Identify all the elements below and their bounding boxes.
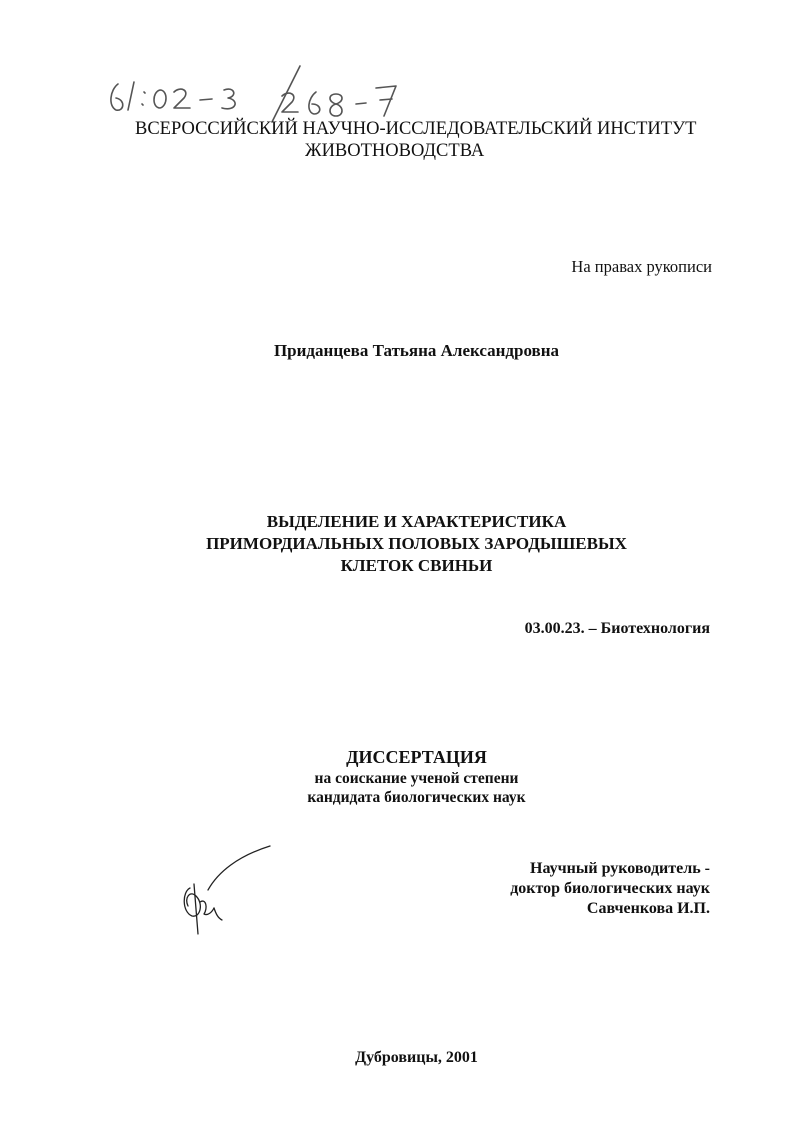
city-and-year: Дубровицы, 2001 xyxy=(355,1049,478,1066)
dissertation-block xyxy=(0,745,793,807)
author-name: Приданцева Татьяна Александровна xyxy=(273,341,560,360)
degree-name-line: кандидата биологических наук xyxy=(307,789,526,806)
supervisor-degree: доктор биологических наук xyxy=(510,880,710,897)
supervisor-role: Научный руководитель - xyxy=(530,860,710,877)
handwritten-signature xyxy=(178,842,288,942)
institution-name-line2: ЖИВОТНОВОДСТВА xyxy=(305,141,485,161)
title-line1: ВЫДЕЛЕНИЕ И ХАРАКТЕРИСТИКА xyxy=(266,512,567,531)
title-line3: КЛЕТОК СВИНЬИ xyxy=(340,556,493,575)
institution-name-line1: ВСЕРОССИЙСКИЙ НАУЧНО-ИССЛЕДОВАТЕЛЬСКИЙ ИНСТИТУТ xyxy=(135,119,697,139)
dissertation-heading: ДИССЕРТАЦИЯ xyxy=(346,747,487,767)
dissertation-title xyxy=(0,511,793,577)
manuscript-rights-note: На правах рукописи xyxy=(571,257,712,276)
specialty-code: 03.00.23. – Биотехнология xyxy=(524,620,710,637)
degree-purpose-line: на соискание ученой степени xyxy=(314,770,519,787)
supervisor-block xyxy=(510,859,710,919)
supervisor-name: Савченкова И.П. xyxy=(586,900,710,917)
title-line2: ПРИМОРДИАЛЬНЫХ ПОЛОВЫХ ЗАРОДЫШЕВЫХ xyxy=(206,534,627,553)
